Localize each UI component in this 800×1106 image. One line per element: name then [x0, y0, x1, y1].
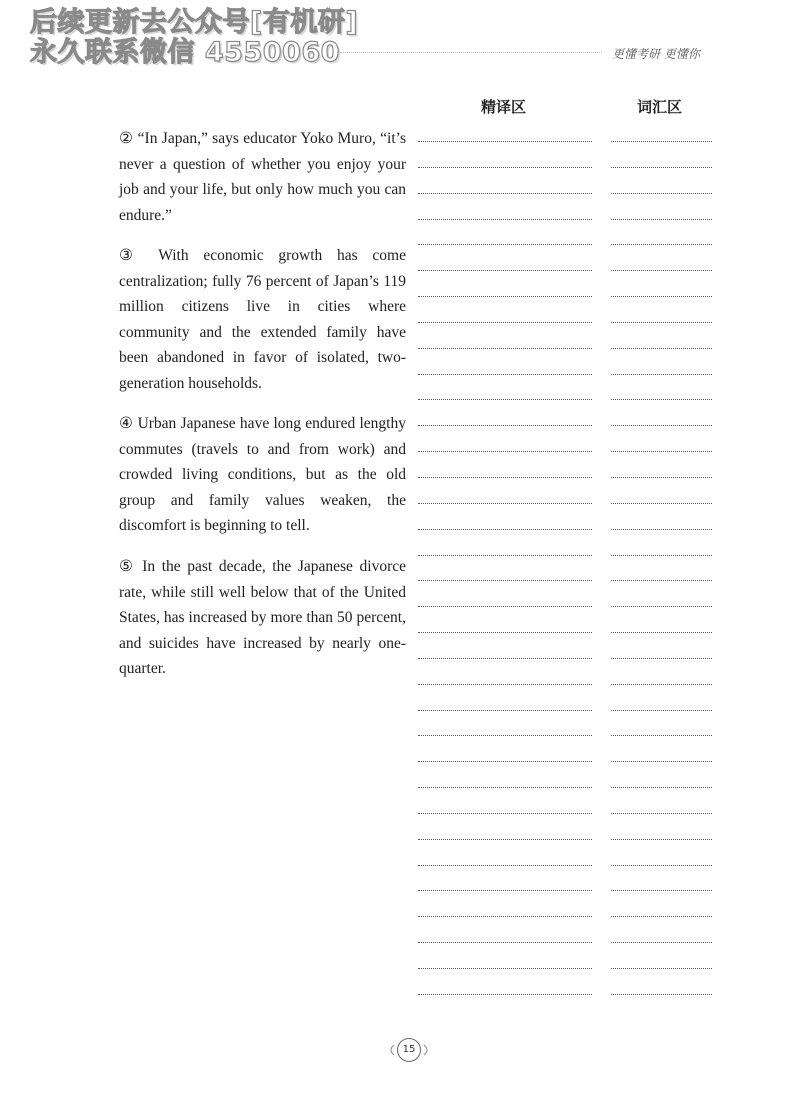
writing-rule [418, 787, 592, 813]
writing-rule [418, 167, 592, 193]
writing-rule [418, 477, 592, 503]
writing-rule [611, 710, 712, 736]
writing-rule [611, 787, 712, 813]
writing-rule [418, 374, 592, 400]
writing-rule [418, 193, 592, 219]
writing-rule [611, 916, 712, 942]
writing-rule [611, 555, 712, 581]
translation-column-heading: 精译区 [481, 98, 527, 116]
writing-rule [418, 555, 592, 581]
writing-rule [611, 425, 712, 451]
writing-rule [418, 968, 592, 994]
writing-rule [418, 296, 592, 322]
watermark [30, 8, 358, 68]
writing-rule [418, 580, 592, 606]
writing-rule [418, 425, 592, 451]
right-ornament-icon [423, 1044, 431, 1056]
page-number-badge [386, 1037, 432, 1063]
writing-rule [611, 865, 712, 891]
writing-rule [611, 399, 712, 425]
vocabulary-column-heading: 词汇区 [637, 98, 683, 116]
writing-rule [418, 839, 592, 865]
writing-rule [611, 994, 712, 1020]
writing-rule [418, 916, 592, 942]
writing-rule [611, 968, 712, 994]
left-ornament-icon [387, 1044, 395, 1056]
writing-rule [611, 193, 712, 219]
writing-rule [418, 710, 592, 736]
writing-rule [611, 348, 712, 374]
header-divider [340, 52, 602, 53]
writing-rule [418, 632, 592, 658]
writing-rule [611, 813, 712, 839]
paragraph-3: ③ With economic growth has come centralization; fully 76 percent of Japan’s 119 million citizens live in cities where community and the extended family have been abandoned in favor of isolated, two-generation households. [119, 247, 406, 392]
writing-rule [418, 451, 592, 477]
writing-rule [418, 219, 592, 245]
writing-rule [611, 761, 712, 787]
writing-rule [418, 141, 592, 167]
paragraph-4: ④ Urban Japanese have long endured lengthy commutes (travels to and from work) and crowded living conditions, but as the old group and family values weaken, the discomfort is beginning to tell. [119, 415, 406, 534]
writing-rule [611, 167, 712, 193]
writing-rule [611, 942, 712, 968]
writing-rule [611, 477, 712, 503]
writing-rule [611, 374, 712, 400]
writing-rule [611, 141, 712, 167]
paragraph-2: ② “In Japan,” says educator Yoko Muro, “it’s never a question of whether you enjoy your job and your life, but only how much you can endure.” [119, 130, 406, 224]
writing-rule [611, 890, 712, 916]
writing-rule [418, 658, 592, 684]
page-number: 15 [397, 1038, 421, 1062]
writing-rule [611, 684, 712, 710]
writing-rule [611, 270, 712, 296]
watermark-line-1: 后续更新去公众号[有机研] [30, 7, 359, 38]
writing-rule [611, 244, 712, 270]
writing-rule [611, 606, 712, 632]
writing-rule [418, 890, 592, 916]
paragraph-5: ⑤ In the past decade, the Japanese divorce rate, while still well below that of the United States, has increased by more than 50 percent, and suicides have increased by nearly one-quarter. [119, 558, 406, 677]
writing-rule [611, 658, 712, 684]
writing-rule [611, 529, 712, 555]
writing-rule [418, 942, 592, 968]
writing-rule [418, 761, 592, 787]
writing-rule [611, 296, 712, 322]
writing-rule [418, 865, 592, 891]
watermark-line-2: 永久联系微信 4550060 [30, 37, 340, 68]
writing-rule [418, 348, 592, 374]
writing-rule [611, 839, 712, 865]
writing-rule [611, 735, 712, 761]
writing-rule [418, 270, 592, 296]
header-tagline: 更懂考研 更懂你 [612, 47, 700, 61]
writing-rule [418, 606, 592, 632]
writing-rule [418, 813, 592, 839]
writing-rule [611, 632, 712, 658]
writing-rule [418, 994, 592, 1020]
translation-writing-lines [418, 141, 592, 1020]
writing-rule [418, 399, 592, 425]
writing-rule [611, 219, 712, 245]
writing-rule [418, 322, 592, 348]
writing-rule [418, 529, 592, 555]
writing-rule [611, 580, 712, 606]
writing-rule [418, 503, 592, 529]
writing-rule [418, 244, 592, 270]
writing-rule [611, 451, 712, 477]
writing-rule [611, 503, 712, 529]
writing-rule [418, 684, 592, 710]
vocabulary-writing-lines [611, 141, 712, 1020]
writing-rule [418, 735, 592, 761]
writing-rule [611, 322, 712, 348]
